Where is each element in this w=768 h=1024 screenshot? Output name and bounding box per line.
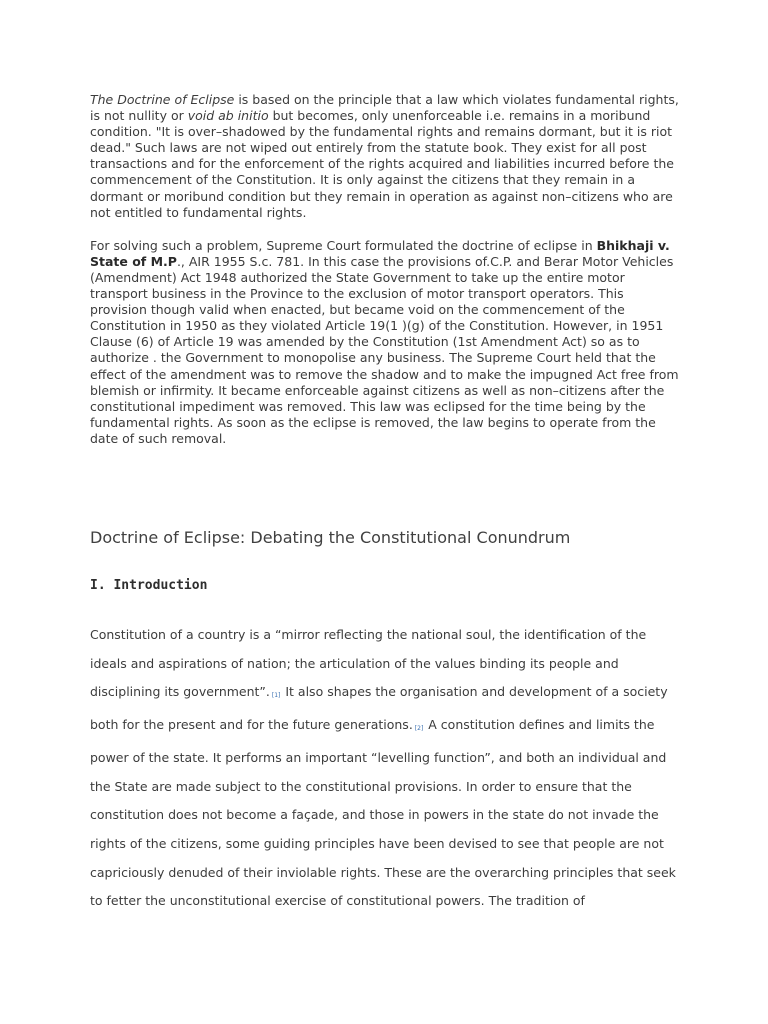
body-text-2: It also shapes the organisation and development of a society both for the present and for the future generations. xyxy=(90,684,668,733)
body-text-1: Constitution of a country is a “mirror reflecting the national soul, the identification of the ideals and aspirations of nation; the articulation of the values binding its people and disciplining its government”. xyxy=(90,627,647,700)
intro-paragraph xyxy=(90,92,680,221)
case-name: Bhikhaji v. State of M.P xyxy=(90,237,670,269)
doctrine-term: The Doctrine of Eclipse xyxy=(90,92,235,107)
article-title: Doctrine of Eclipse: Debating the Constitutional Conundrum xyxy=(90,528,571,547)
article-body xyxy=(90,621,680,916)
document-page xyxy=(90,92,680,447)
case-paragraph xyxy=(90,238,680,447)
case-text-2: ., AIR 1955 S.c. 781. In this case the provisions of.C.P. and Berar Motor Vehicles (Amendment) Act 1948 authorized the State Government to take up the entire motor transport business in the Province to the exclusion of motor transport operators. This provision though valid when enacted, but became void on the commencement of the Constitution in 1950 as they violated Article 19(1 )(g) of the Constitution. However, in 1951 Clause (6) of Article 19 was amended by the Constitution (1st Amendment Act) so as to authorize . the Government to monopolise any business. The Supreme Court held that the effect of the amendment was to remove the shadow and to make the impugned Act free from blemish or infirmity. It became enforceable against citizens as well as non–citizens after the constitutional impediment was removed. This law was eclipsed for the time being by the fundamental rights. As soon as the eclipse is removed, the law begins to operate from the date of such removal. xyxy=(90,253,679,446)
case-text-1: For solving such a problem, Supreme Court formulated the doctrine of eclipse in xyxy=(90,237,597,253)
section-heading: I. Introduction xyxy=(90,578,208,593)
intro-text-1: is based on the principle that a law which violates fundamental rights, is not nullity or xyxy=(90,92,679,124)
footnote-link-2[interactable]: [2] xyxy=(414,725,424,733)
body-text-3: A constitution defines and limits the power of the state. It performs an important “levelling function”, and both an individual and the State are made subject to the constitutional provisions. In order to ensure that the constitution does not become a façade, and those in powers in the state do not invade the rights of the citizens, some guiding principles have been devised to see that people are not capriciously denuded of their inviolable rights. These are the overarching principles that seek to fetter the unconstitutional exercise of constitutional powers. The tradition of xyxy=(90,717,676,909)
latin-term: void ab initio xyxy=(187,108,269,124)
intro-text-2: but becomes, only unenforceable i.e. remains in a moribund condition. "It is over–shadowed by the fundamental rights and remains dormant, but it is riot dead." Such laws are not wiped out entirely from the statute book. They exist for all post transactions and for the enforcement of the rights acquired and liabilities incurred before the commencement of the Constitution. It is only against the citizens that they remain in a dormant or moribund condition but they remain in operation as against non–citizens who are not entitled to fundamental rights. xyxy=(90,108,674,220)
footnote-link-1[interactable]: [1] xyxy=(271,692,281,700)
